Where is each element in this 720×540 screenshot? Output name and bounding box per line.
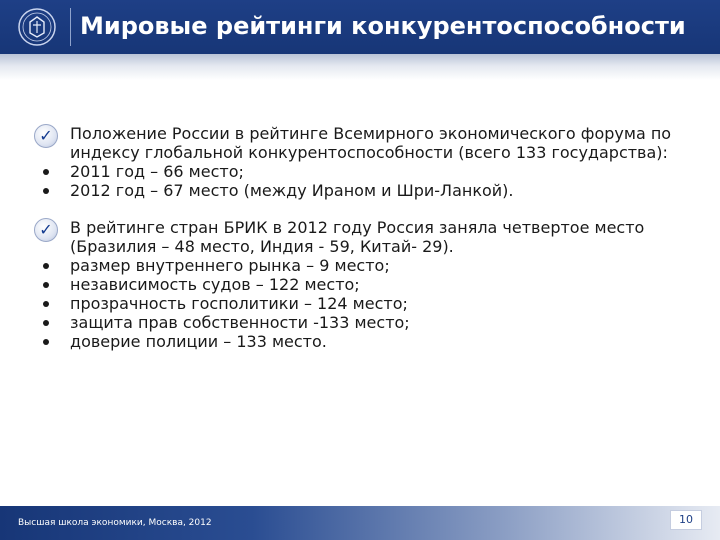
footer-caption: Высшая школа экономики, Москва, 2012 [18, 518, 212, 528]
bullet-dot-icon [28, 332, 64, 351]
header-shadow [0, 54, 720, 80]
list-item [28, 181, 688, 200]
list-item [28, 313, 688, 332]
list-item [28, 294, 688, 313]
bullet-dot-icon [28, 294, 64, 313]
section-2-heading-text: В рейтинге стран БРИК в 2012 году Россия заняла четвертое место (Бразилия – 48 место, Индия - 59, Китай- 29). [70, 218, 645, 256]
header-divider [70, 8, 71, 46]
section-2-heading [28, 218, 688, 256]
section-1-heading-text: Положение России в рейтинге Всемирного экономического форума по индексу глобальной конкурентоспособности (всего 133 государства): [70, 124, 672, 162]
section-1-heading [28, 124, 688, 162]
list-item [28, 332, 688, 351]
list-item-text: защита прав собственности -133 место; [70, 313, 410, 332]
bullet-dot-icon [28, 275, 64, 294]
slide-header [0, 0, 720, 54]
bullet-dot-icon [28, 162, 64, 181]
checkmark-icon: ✓ [28, 124, 64, 143]
page-number: 10 [670, 510, 702, 530]
list-item [28, 162, 688, 181]
list-item-text: прозрачность госполитики – 124 место; [70, 294, 408, 313]
slide-footer [0, 506, 720, 540]
list-item-text: доверие полиции – 133 место. [70, 332, 327, 351]
bullet-dot-icon [28, 181, 64, 200]
slide-content [28, 124, 688, 351]
hse-emblem-icon [8, 5, 66, 49]
list-item-text: независимость судов – 122 место; [70, 275, 360, 294]
checkmark-icon: ✓ [28, 218, 64, 237]
bullet-dot-icon [28, 256, 64, 275]
list-item-text: 2012 год – 67 место (между Ираном и Шри-Ланкой). [70, 181, 514, 200]
list-item-text: 2011 год – 66 место; [70, 162, 244, 181]
list-item-text: размер внутреннего рынка – 9 место; [70, 256, 390, 275]
bullet-dot-icon [28, 313, 64, 332]
list-item [28, 275, 688, 294]
page-title: Мировые рейтинги конкурентоспособности [80, 12, 686, 40]
list-item [28, 256, 688, 275]
